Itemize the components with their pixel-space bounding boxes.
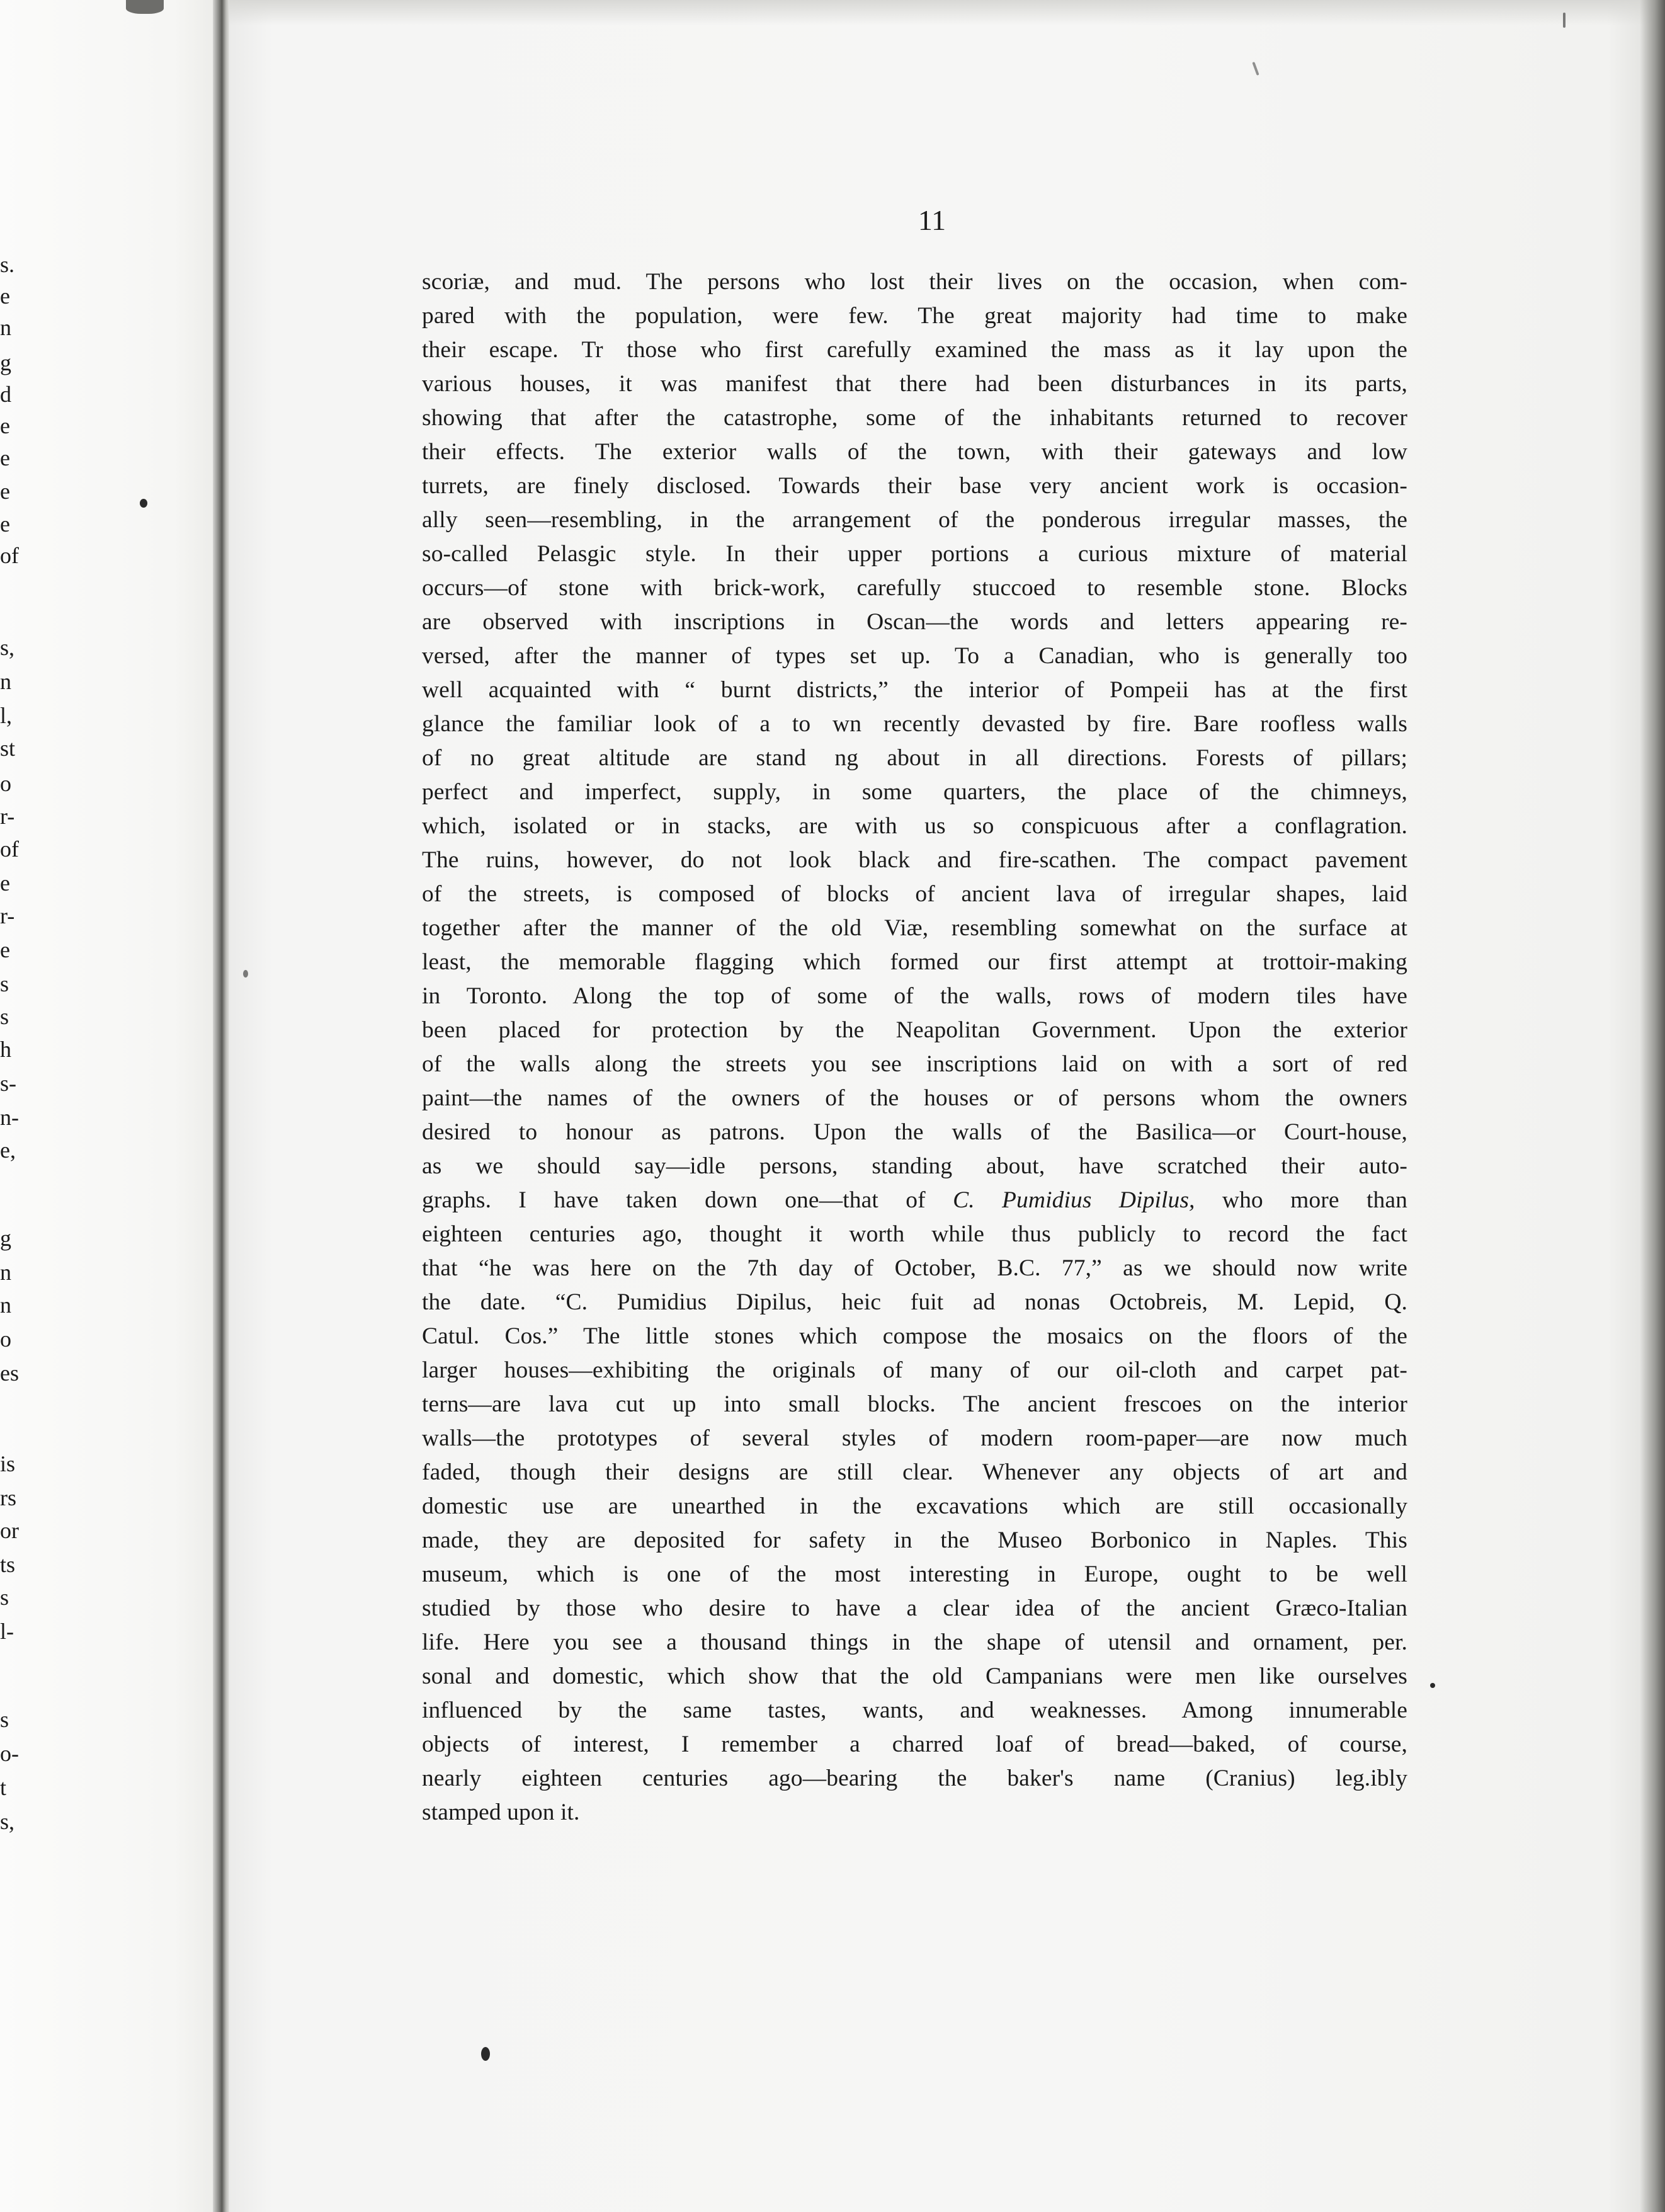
text-line: occurs—of stone with brick-work, carefully stuccoed to resemble stone. Blocks	[422, 575, 1407, 601]
text-line: scoriæ, and mud. The persons who lost their lives on the occasion, when com-	[422, 269, 1407, 295]
left-facing-page	[0, 0, 217, 2212]
left-page-fragment: st	[0, 736, 16, 761]
text-line: turrets, are finely disclosed. Towards their base very ancient work is occasion-	[422, 473, 1407, 499]
ink-speck	[243, 970, 248, 978]
text-line: sonal and domestic, which show that the old Campanians were men like ourselves	[422, 1663, 1407, 1689]
left-page-fragment: s	[0, 1585, 9, 1610]
left-page-fragment: r-	[0, 804, 15, 829]
left-page-fragment: t	[0, 1775, 7, 1800]
left-page-fragment: n-	[0, 1105, 19, 1130]
text-line: faded, though their designs are still clear. Whenever any objects of art and	[422, 1459, 1407, 1485]
left-page-fragment: s	[0, 971, 9, 996]
text-line: various houses, it was manifest that there had been disturbances in its parts,	[422, 371, 1407, 397]
left-page-fragment: o	[0, 1326, 11, 1352]
left-page-fragment: of	[0, 543, 19, 568]
left-page-fragment: g	[0, 350, 11, 375]
text-line: the date. “C. Pumidius Dipilus, heic fuit ad nonas Octobreis, M. Lepid, Q.	[422, 1289, 1407, 1315]
ink-speck	[140, 499, 147, 508]
text-line: paint—the names of the owners of the houses or of persons whom the owners	[422, 1085, 1407, 1111]
text-line: walls—the prototypes of several styles of modern room-paper—are now much	[422, 1425, 1407, 1451]
text-line: of no great altitude are stand ng about in all directions. Forests of pillars;	[422, 745, 1407, 771]
left-page-fragment: n	[0, 1292, 11, 1318]
left-page-fragment: e	[0, 445, 10, 470]
text-line: which, isolated or in stacks, are with us so conspicuous after a conflagration.	[422, 813, 1407, 839]
book-gutter	[213, 0, 229, 2212]
text-line: desired to honour as patrons. Upon the walls of the Basilica—or Court-house,	[422, 1119, 1407, 1145]
left-page-fragment: e,	[0, 1137, 16, 1163]
text-line: museum, which is one of the most interesting in Europe, ought to be well	[422, 1561, 1407, 1587]
left-page-fragment: e	[0, 479, 10, 504]
text-line: in Toronto. Along the top of some of the walls, rows of modern tiles have	[422, 983, 1407, 1009]
text-line: terns—are lava cut up into small blocks. The ancient frescoes on the interior	[422, 1391, 1407, 1417]
text-line: ally seen—resembling, in the arrangement of the ponderous irregular masses, the	[422, 507, 1407, 533]
left-page-fragment: s-	[0, 1071, 16, 1096]
left-page-fragment: s.	[0, 252, 15, 277]
left-page-fragment: g	[0, 1226, 11, 1251]
left-page-fragment: s,	[0, 1809, 15, 1834]
text-line: their escape. Tr those who first carefully examined the mass as it lay upon the	[422, 337, 1407, 363]
text-line: objects of interest, I remember a charred loaf of bread—baked, of course,	[422, 1731, 1407, 1757]
text-line: influenced by the same tastes, wants, and weaknesses. Among innumerable	[422, 1697, 1407, 1723]
left-page-fragment: d	[0, 382, 11, 407]
text-line: Catul. Cos.” The little stones which compose the mosaics on the floors of the	[422, 1323, 1407, 1349]
ink-speck	[1563, 13, 1566, 28]
left-page-fragment: l-	[0, 1619, 14, 1644]
left-page-fragment: is	[0, 1451, 16, 1476]
left-page-fragment: s	[0, 1004, 9, 1029]
text-line: domestic use are unearthed in the excavations which are still occasionally	[422, 1493, 1407, 1519]
left-page-fragment: e	[0, 283, 10, 309]
left-page-fragment: n	[0, 669, 11, 694]
text-line: eighteen centuries ago, thought it worth while thus publicly to record the fact	[422, 1221, 1407, 1247]
text-line: life. Here you see a thousand things in the shape of utensil and ornament, per.	[422, 1629, 1407, 1655]
top-edge-shadow	[229, 0, 1665, 25]
right-page-edge	[1640, 0, 1665, 2212]
text-line: glance the familiar look of a to wn recently devasted by fire. Bare roofless walls	[422, 711, 1407, 737]
ink-speck	[481, 2047, 490, 2061]
text-line: are observed with inscriptions in Oscan—the words and letters appearing re-	[422, 609, 1407, 635]
text-line: so-called Pelasgic style. In their upper portions a curious mixture of material	[422, 541, 1407, 567]
left-page-fragment: e	[0, 511, 10, 537]
left-page-fragment: h	[0, 1037, 11, 1062]
left-page-fragment: r-	[0, 903, 15, 928]
left-page-fragment: e	[0, 937, 10, 962]
page-number: 11	[918, 204, 946, 236]
text-line: least, the memorable flagging which formed our first attempt at trottoir-making	[422, 949, 1407, 975]
italic-name: C. Pumidius Dipilus,	[953, 1187, 1195, 1213]
text-line: that “he was here on the 7th day of October, B.C. 77,” as we should now write	[422, 1255, 1407, 1281]
text-line: as we should say—idle persons, standing about, have scratched their auto-	[422, 1153, 1407, 1179]
text-line: been placed for protection by the Neapolitan Government. Upon the exterior	[422, 1017, 1407, 1043]
left-page-fragment: of	[0, 836, 19, 862]
text-line: together after the manner of the old Viæ, resembling somewhat on the surface at	[422, 915, 1407, 941]
body-paragraph	[422, 265, 1407, 1830]
text-line: studied by those who desire to have a clear idea of the ancient Græco-Italian	[422, 1595, 1407, 1621]
ink-speck	[1430, 1683, 1435, 1688]
text-line: their effects. The exterior walls of the town, with their gateways and low	[422, 439, 1407, 465]
text-line: showing that after the catastrophe, some of the inhabitants returned to recover	[422, 405, 1407, 431]
top-binding-mark	[126, 0, 164, 14]
text-line: pared with the population, were few. The great majority had time to make	[422, 303, 1407, 329]
left-page-fragment: s,	[0, 635, 15, 660]
left-page-fragment: or	[0, 1518, 19, 1543]
text-line: stamped upon it.	[422, 1799, 580, 1825]
text-line: of the streets, is composed of blocks of ancient lava of irregular shapes, laid	[422, 881, 1407, 907]
text-line: made, they are deposited for safety in the Museo Borbonico in Naples. This	[422, 1527, 1407, 1553]
left-page-fragment: o	[0, 771, 11, 796]
text-line: larger houses—exhibiting the originals of many of our oil-cloth and carpet pat-	[422, 1357, 1407, 1383]
left-page-fragment: o-	[0, 1741, 19, 1766]
text-line: versed, after the manner of types set up. To a Canadian, who is generally too	[422, 643, 1407, 669]
text-line: perfect and imperfect, supply, in some quarters, the place of the chimneys,	[422, 779, 1407, 805]
text-line: well acquainted with “ burnt districts,” the interior of Pompeii has at the first	[422, 677, 1407, 703]
left-page-fragment: n	[0, 315, 11, 340]
left-page-fragment: rs	[0, 1485, 16, 1510]
left-page-fragment: es	[0, 1360, 19, 1386]
text-line: graphs. I have taken down one—that of C. Pumidius Dipilus, who more than	[422, 1187, 1407, 1213]
text-line: The ruins, however, do not look black and fire-scathen. The compact pavement	[422, 847, 1407, 873]
text-line: of the walls along the streets you see inscriptions laid on with a sort of red	[422, 1051, 1407, 1077]
left-page-fragment: l,	[0, 703, 13, 728]
left-page-fragment: e	[0, 413, 10, 438]
left-page-fragment: s	[0, 1707, 9, 1732]
text-line: nearly eighteen centuries ago—bearing the baker's name (Cranius) leg.ibly	[422, 1765, 1407, 1791]
left-page-fragment: ts	[0, 1552, 16, 1577]
left-page-fragment: e	[0, 870, 10, 896]
left-page-fragment: n	[0, 1260, 11, 1285]
